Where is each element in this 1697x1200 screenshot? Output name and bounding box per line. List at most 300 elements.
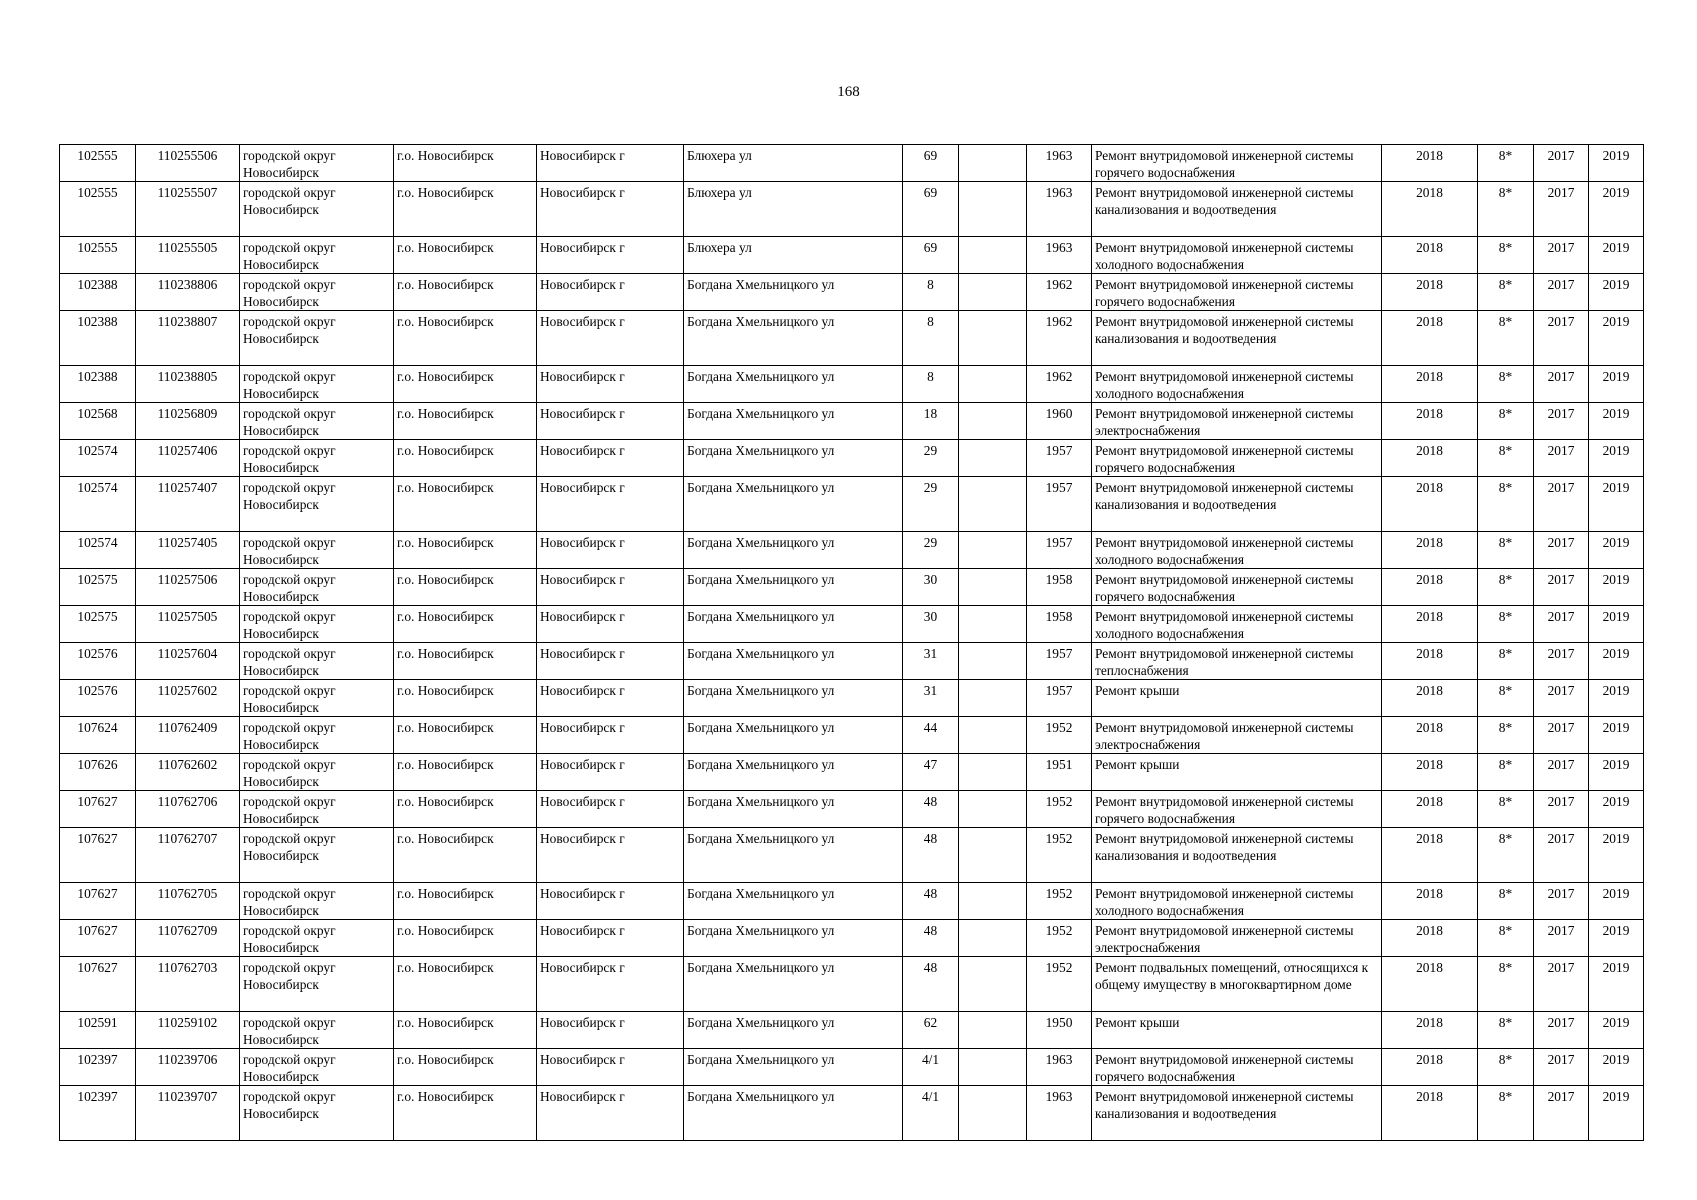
building-cell xyxy=(959,1012,1027,1049)
plan-year-cell: 2018 xyxy=(1382,532,1478,569)
priority-cell: 8* xyxy=(1478,182,1534,237)
building-cell xyxy=(959,569,1027,606)
street-cell: Богдана Хмельницкого ул xyxy=(684,957,903,1012)
priority-cell: 8* xyxy=(1478,920,1534,957)
house-id-cell: 102555 xyxy=(60,145,136,182)
building-cell xyxy=(959,274,1027,311)
period-end-cell: 2019 xyxy=(1589,883,1644,920)
priority-cell: 8* xyxy=(1478,145,1534,182)
work-type-cell: Ремонт внутридомовой инженерной системы горячего водоснабжения xyxy=(1092,791,1382,828)
district-cell: г.о. Новосибирск xyxy=(394,643,537,680)
table-row xyxy=(60,366,1644,403)
building-cell xyxy=(959,606,1027,643)
period-end-cell: 2019 xyxy=(1589,957,1644,1012)
municipality-cell: городской округ Новосибирск xyxy=(240,920,394,957)
plan-year-cell: 2018 xyxy=(1382,569,1478,606)
period-start-cell: 2017 xyxy=(1534,569,1589,606)
plan-year-cell: 2018 xyxy=(1382,643,1478,680)
settlement-cell: Новосибирск г xyxy=(537,1086,684,1141)
period-start-cell: 2017 xyxy=(1534,145,1589,182)
priority-cell: 8* xyxy=(1478,1012,1534,1049)
table-row xyxy=(60,274,1644,311)
building-cell xyxy=(959,883,1027,920)
street-cell: Богдана Хмельницкого ул xyxy=(684,680,903,717)
district-cell: г.о. Новосибирск xyxy=(394,145,537,182)
building-cell xyxy=(959,717,1027,754)
house-id-cell: 102591 xyxy=(60,1012,136,1049)
building-cell xyxy=(959,477,1027,532)
year-built-cell: 1957 xyxy=(1027,440,1092,477)
plan-year-cell: 2018 xyxy=(1382,366,1478,403)
priority-cell: 8* xyxy=(1478,643,1534,680)
house-number-cell: 29 xyxy=(903,477,959,532)
municipality-cell: городской округ Новосибирск xyxy=(240,366,394,403)
plan-year-cell: 2018 xyxy=(1382,754,1478,791)
period-start-cell: 2017 xyxy=(1534,717,1589,754)
settlement-cell: Новосибирск г xyxy=(537,643,684,680)
street-cell: Богдана Хмельницкого ул xyxy=(684,643,903,680)
period-start-cell: 2017 xyxy=(1534,403,1589,440)
table-row xyxy=(60,643,1644,680)
table-body xyxy=(60,145,1644,1141)
house-number-cell: 4/1 xyxy=(903,1049,959,1086)
table-row xyxy=(60,440,1644,477)
plan-year-cell: 2018 xyxy=(1382,717,1478,754)
plan-year-cell: 2018 xyxy=(1382,883,1478,920)
street-cell: Богдана Хмельницкого ул xyxy=(684,606,903,643)
street-cell: Богдана Хмельницкого ул xyxy=(684,1012,903,1049)
house-id-cell: 102576 xyxy=(60,643,136,680)
work-type-cell: Ремонт внутридомовой инженерной системы канализования и водоотведения xyxy=(1092,311,1382,366)
work-type-cell: Ремонт внутридомовой инженерной системы канализования и водоотведения xyxy=(1092,477,1382,532)
district-cell: г.о. Новосибирск xyxy=(394,274,537,311)
building-cell xyxy=(959,754,1027,791)
year-built-cell: 1963 xyxy=(1027,1049,1092,1086)
plan-year-cell: 2018 xyxy=(1382,182,1478,237)
period-end-cell: 2019 xyxy=(1589,311,1644,366)
priority-cell: 8* xyxy=(1478,237,1534,274)
period-start-cell: 2017 xyxy=(1534,311,1589,366)
settlement-cell: Новосибирск г xyxy=(537,477,684,532)
period-start-cell: 2017 xyxy=(1534,1086,1589,1141)
work-type-cell: Ремонт крыши xyxy=(1092,680,1382,717)
object-id-cell: 110257406 xyxy=(136,440,240,477)
year-built-cell: 1962 xyxy=(1027,366,1092,403)
period-start-cell: 2017 xyxy=(1534,477,1589,532)
house-number-cell: 48 xyxy=(903,791,959,828)
district-cell: г.о. Новосибирск xyxy=(394,1049,537,1086)
plan-year-cell: 2018 xyxy=(1382,828,1478,883)
building-cell xyxy=(959,957,1027,1012)
district-cell: г.о. Новосибирск xyxy=(394,182,537,237)
street-cell: Богдана Хмельницкого ул xyxy=(684,717,903,754)
house-id-cell: 102574 xyxy=(60,477,136,532)
period-end-cell: 2019 xyxy=(1589,477,1644,532)
plan-year-cell: 2018 xyxy=(1382,680,1478,717)
work-type-cell: Ремонт внутридомовой инженерной системы канализования и водоотведения xyxy=(1092,1086,1382,1141)
plan-year-cell: 2018 xyxy=(1382,957,1478,1012)
district-cell: г.о. Новосибирск xyxy=(394,532,537,569)
period-end-cell: 2019 xyxy=(1589,717,1644,754)
house-number-cell: 69 xyxy=(903,237,959,274)
municipality-cell: городской округ Новосибирск xyxy=(240,311,394,366)
object-id-cell: 110239706 xyxy=(136,1049,240,1086)
priority-cell: 8* xyxy=(1478,569,1534,606)
object-id-cell: 110257506 xyxy=(136,569,240,606)
period-end-cell: 2019 xyxy=(1589,440,1644,477)
municipality-cell: городской округ Новосибирск xyxy=(240,957,394,1012)
building-cell xyxy=(959,440,1027,477)
period-start-cell: 2017 xyxy=(1534,957,1589,1012)
priority-cell: 8* xyxy=(1478,403,1534,440)
period-end-cell: 2019 xyxy=(1589,366,1644,403)
house-number-cell: 31 xyxy=(903,643,959,680)
table-row xyxy=(60,680,1644,717)
priority-cell: 8* xyxy=(1478,883,1534,920)
street-cell: Богдана Хмельницкого ул xyxy=(684,403,903,440)
page-number: 168 xyxy=(837,84,860,100)
settlement-cell: Новосибирск г xyxy=(537,1049,684,1086)
house-number-cell: 8 xyxy=(903,311,959,366)
work-type-cell: Ремонт внутридомовой инженерной системы холодного водоснабжения xyxy=(1092,237,1382,274)
work-type-cell: Ремонт внутридомовой инженерной системы холодного водоснабжения xyxy=(1092,532,1382,569)
municipality-cell: городской округ Новосибирск xyxy=(240,477,394,532)
building-cell xyxy=(959,1049,1027,1086)
municipality-cell: городской округ Новосибирск xyxy=(240,791,394,828)
house-number-cell: 4/1 xyxy=(903,1086,959,1141)
work-type-cell: Ремонт внутридомовой инженерной системы канализования и водоотведения xyxy=(1092,828,1382,883)
year-built-cell: 1958 xyxy=(1027,606,1092,643)
table-row xyxy=(60,754,1644,791)
district-cell: г.о. Новосибирск xyxy=(394,957,537,1012)
table-row xyxy=(60,791,1644,828)
work-type-cell: Ремонт внутридомовой инженерной системы холодного водоснабжения xyxy=(1092,606,1382,643)
building-cell xyxy=(959,182,1027,237)
work-type-cell: Ремонт внутридомовой инженерной системы горячего водоснабжения xyxy=(1092,440,1382,477)
house-id-cell: 102568 xyxy=(60,403,136,440)
settlement-cell: Новосибирск г xyxy=(537,237,684,274)
house-id-cell: 107624 xyxy=(60,717,136,754)
district-cell: г.о. Новосибирск xyxy=(394,477,537,532)
work-type-cell: Ремонт внутридомовой инженерной системы электроснабжения xyxy=(1092,920,1382,957)
settlement-cell: Новосибирск г xyxy=(537,532,684,569)
district-cell: г.о. Новосибирск xyxy=(394,754,537,791)
street-cell: Богдана Хмельницкого ул xyxy=(684,311,903,366)
house-id-cell: 102388 xyxy=(60,366,136,403)
plan-year-cell: 2018 xyxy=(1382,477,1478,532)
settlement-cell: Новосибирск г xyxy=(537,182,684,237)
house-number-cell: 48 xyxy=(903,920,959,957)
district-cell: г.о. Новосибирск xyxy=(394,403,537,440)
priority-cell: 8* xyxy=(1478,311,1534,366)
municipality-cell: городской округ Новосибирск xyxy=(240,828,394,883)
year-built-cell: 1952 xyxy=(1027,957,1092,1012)
settlement-cell: Новосибирск г xyxy=(537,274,684,311)
priority-cell: 8* xyxy=(1478,366,1534,403)
house-number-cell: 29 xyxy=(903,440,959,477)
object-id-cell: 110762703 xyxy=(136,957,240,1012)
municipality-cell: городской округ Новосибирск xyxy=(240,237,394,274)
settlement-cell: Новосибирск г xyxy=(537,754,684,791)
house-number-cell: 69 xyxy=(903,145,959,182)
year-built-cell: 1952 xyxy=(1027,828,1092,883)
work-type-cell: Ремонт внутридомовой инженерной системы горячего водоснабжения xyxy=(1092,145,1382,182)
street-cell: Богдана Хмельницкого ул xyxy=(684,791,903,828)
settlement-cell: Новосибирск г xyxy=(537,828,684,883)
municipality-cell: городской округ Новосибирск xyxy=(240,883,394,920)
building-cell xyxy=(959,791,1027,828)
street-cell: Богдана Хмельницкого ул xyxy=(684,754,903,791)
district-cell: г.о. Новосибирск xyxy=(394,920,537,957)
settlement-cell: Новосибирск г xyxy=(537,569,684,606)
house-number-cell: 30 xyxy=(903,606,959,643)
work-type-cell: Ремонт внутридомовой инженерной системы теплоснабжения xyxy=(1092,643,1382,680)
street-cell: Богдана Хмельницкого ул xyxy=(684,1086,903,1141)
settlement-cell: Новосибирск г xyxy=(537,606,684,643)
settlement-cell: Новосибирск г xyxy=(537,883,684,920)
object-id-cell: 110257405 xyxy=(136,532,240,569)
building-cell xyxy=(959,1086,1027,1141)
settlement-cell: Новосибирск г xyxy=(537,957,684,1012)
period-start-cell: 2017 xyxy=(1534,274,1589,311)
work-type-cell: Ремонт внутридомовой инженерной системы горячего водоснабжения xyxy=(1092,569,1382,606)
table-row xyxy=(60,957,1644,1012)
settlement-cell: Новосибирск г xyxy=(537,920,684,957)
house-id-cell: 102397 xyxy=(60,1086,136,1141)
table-row xyxy=(60,920,1644,957)
district-cell: г.о. Новосибирск xyxy=(394,237,537,274)
district-cell: г.о. Новосибирск xyxy=(394,366,537,403)
period-start-cell: 2017 xyxy=(1534,606,1589,643)
building-cell xyxy=(959,680,1027,717)
building-cell xyxy=(959,920,1027,957)
settlement-cell: Новосибирск г xyxy=(537,791,684,828)
object-id-cell: 110762705 xyxy=(136,883,240,920)
street-cell: Блюхера ул xyxy=(684,237,903,274)
house-number-cell: 69 xyxy=(903,182,959,237)
house-id-cell: 102388 xyxy=(60,274,136,311)
object-id-cell: 110762707 xyxy=(136,828,240,883)
district-cell: г.о. Новосибирск xyxy=(394,680,537,717)
house-number-cell: 8 xyxy=(903,366,959,403)
table-row xyxy=(60,717,1644,754)
object-id-cell: 110762706 xyxy=(136,791,240,828)
plan-year-cell: 2018 xyxy=(1382,1086,1478,1141)
object-id-cell: 110257407 xyxy=(136,477,240,532)
municipality-cell: городской округ Новосибирск xyxy=(240,532,394,569)
object-id-cell: 110257602 xyxy=(136,680,240,717)
settlement-cell: Новосибирск г xyxy=(537,311,684,366)
period-end-cell: 2019 xyxy=(1589,1049,1644,1086)
district-cell: г.о. Новосибирск xyxy=(394,569,537,606)
year-built-cell: 1957 xyxy=(1027,643,1092,680)
house-id-cell: 102397 xyxy=(60,1049,136,1086)
building-cell xyxy=(959,366,1027,403)
period-end-cell: 2019 xyxy=(1589,237,1644,274)
municipality-cell: городской округ Новосибирск xyxy=(240,1012,394,1049)
building-cell xyxy=(959,643,1027,680)
plan-year-cell: 2018 xyxy=(1382,1049,1478,1086)
house-number-cell: 29 xyxy=(903,532,959,569)
house-number-cell: 44 xyxy=(903,717,959,754)
object-id-cell: 110259102 xyxy=(136,1012,240,1049)
object-id-cell: 110255506 xyxy=(136,145,240,182)
priority-cell: 8* xyxy=(1478,828,1534,883)
house-id-cell: 102575 xyxy=(60,569,136,606)
object-id-cell: 110762409 xyxy=(136,717,240,754)
district-cell: г.о. Новосибирск xyxy=(394,883,537,920)
house-id-cell: 107626 xyxy=(60,754,136,791)
table-row xyxy=(60,532,1644,569)
period-start-cell: 2017 xyxy=(1534,237,1589,274)
district-cell: г.о. Новосибирск xyxy=(394,1086,537,1141)
work-type-cell: Ремонт внутридомовой инженерной системы электроснабжения xyxy=(1092,717,1382,754)
table-row xyxy=(60,311,1644,366)
plan-year-cell: 2018 xyxy=(1382,274,1478,311)
municipality-cell: городской округ Новосибирск xyxy=(240,145,394,182)
street-cell: Богдана Хмельницкого ул xyxy=(684,1049,903,1086)
year-built-cell: 1963 xyxy=(1027,182,1092,237)
district-cell: г.о. Новосибирск xyxy=(394,717,537,754)
year-built-cell: 1957 xyxy=(1027,477,1092,532)
period-end-cell: 2019 xyxy=(1589,754,1644,791)
street-cell: Богдана Хмельницкого ул xyxy=(684,274,903,311)
work-type-cell: Ремонт внутридомовой инженерной системы холодного водоснабжения xyxy=(1092,883,1382,920)
object-id-cell: 110238807 xyxy=(136,311,240,366)
object-id-cell: 110255507 xyxy=(136,182,240,237)
object-id-cell: 110239707 xyxy=(136,1086,240,1141)
house-number-cell: 48 xyxy=(903,957,959,1012)
period-end-cell: 2019 xyxy=(1589,828,1644,883)
district-cell: г.о. Новосибирск xyxy=(394,440,537,477)
period-start-cell: 2017 xyxy=(1534,366,1589,403)
house-number-cell: 31 xyxy=(903,680,959,717)
year-built-cell: 1962 xyxy=(1027,274,1092,311)
year-built-cell: 1952 xyxy=(1027,717,1092,754)
plan-year-cell: 2018 xyxy=(1382,1012,1478,1049)
year-built-cell: 1958 xyxy=(1027,569,1092,606)
period-start-cell: 2017 xyxy=(1534,1012,1589,1049)
period-end-cell: 2019 xyxy=(1589,680,1644,717)
settlement-cell: Новосибирск г xyxy=(537,680,684,717)
object-id-cell: 110238806 xyxy=(136,274,240,311)
house-id-cell: 107627 xyxy=(60,791,136,828)
table-row xyxy=(60,1012,1644,1049)
municipality-cell: городской округ Новосибирск xyxy=(240,754,394,791)
period-start-cell: 2017 xyxy=(1534,791,1589,828)
house-number-cell: 62 xyxy=(903,1012,959,1049)
house-number-cell: 47 xyxy=(903,754,959,791)
year-built-cell: 1957 xyxy=(1027,680,1092,717)
period-start-cell: 2017 xyxy=(1534,643,1589,680)
work-type-cell: Ремонт подвальных помещений, относящихся к общему имуществу в многоквартирном доме xyxy=(1092,957,1382,1012)
municipality-cell: городской округ Новосибирск xyxy=(240,1049,394,1086)
table-row xyxy=(60,237,1644,274)
municipality-cell: городской округ Новосибирск xyxy=(240,606,394,643)
table-row xyxy=(60,182,1644,237)
priority-cell: 8* xyxy=(1478,957,1534,1012)
table-row xyxy=(60,145,1644,182)
period-end-cell: 2019 xyxy=(1589,1086,1644,1141)
period-end-cell: 2019 xyxy=(1589,569,1644,606)
municipality-cell: городской округ Новосибирск xyxy=(240,274,394,311)
house-number-cell: 48 xyxy=(903,883,959,920)
priority-cell: 8* xyxy=(1478,680,1534,717)
municipality-cell: городской округ Новосибирск xyxy=(240,717,394,754)
period-start-cell: 2017 xyxy=(1534,532,1589,569)
year-built-cell: 1962 xyxy=(1027,311,1092,366)
work-type-cell: Ремонт внутридомовой инженерной системы канализования и водоотведения xyxy=(1092,182,1382,237)
table-row xyxy=(60,477,1644,532)
year-built-cell: 1950 xyxy=(1027,1012,1092,1049)
period-end-cell: 2019 xyxy=(1589,920,1644,957)
period-start-cell: 2017 xyxy=(1534,754,1589,791)
house-id-cell: 102555 xyxy=(60,237,136,274)
settlement-cell: Новосибирск г xyxy=(537,1012,684,1049)
settlement-cell: Новосибирск г xyxy=(537,366,684,403)
object-id-cell: 110257604 xyxy=(136,643,240,680)
table-row xyxy=(60,828,1644,883)
house-id-cell: 107627 xyxy=(60,828,136,883)
year-built-cell: 1952 xyxy=(1027,791,1092,828)
house-id-cell: 102574 xyxy=(60,440,136,477)
plan-year-cell: 2018 xyxy=(1382,145,1478,182)
street-cell: Богдана Хмельницкого ул xyxy=(684,828,903,883)
year-built-cell: 1951 xyxy=(1027,754,1092,791)
house-number-cell: 8 xyxy=(903,274,959,311)
period-start-cell: 2017 xyxy=(1534,883,1589,920)
house-id-cell: 102576 xyxy=(60,680,136,717)
period-end-cell: 2019 xyxy=(1589,532,1644,569)
year-built-cell: 1963 xyxy=(1027,237,1092,274)
priority-cell: 8* xyxy=(1478,274,1534,311)
period-start-cell: 2017 xyxy=(1534,182,1589,237)
object-id-cell: 110762709 xyxy=(136,920,240,957)
work-type-cell: Ремонт внутридомовой инженерной системы электроснабжения xyxy=(1092,403,1382,440)
building-cell xyxy=(959,311,1027,366)
period-end-cell: 2019 xyxy=(1589,403,1644,440)
house-id-cell: 107627 xyxy=(60,957,136,1012)
plan-year-cell: 2018 xyxy=(1382,237,1478,274)
house-id-cell: 102388 xyxy=(60,311,136,366)
year-built-cell: 1963 xyxy=(1027,1086,1092,1141)
plan-year-cell: 2018 xyxy=(1382,440,1478,477)
year-built-cell: 1952 xyxy=(1027,883,1092,920)
building-cell xyxy=(959,237,1027,274)
period-end-cell: 2019 xyxy=(1589,145,1644,182)
municipality-cell: городской округ Новосибирск xyxy=(240,403,394,440)
settlement-cell: Новосибирск г xyxy=(537,145,684,182)
street-cell: Богдана Хмельницкого ул xyxy=(684,440,903,477)
house-id-cell: 107627 xyxy=(60,883,136,920)
year-built-cell: 1960 xyxy=(1027,403,1092,440)
street-cell: Блюхера ул xyxy=(684,145,903,182)
house-number-cell: 18 xyxy=(903,403,959,440)
municipality-cell: городской округ Новосибирск xyxy=(240,569,394,606)
district-cell: г.о. Новосибирск xyxy=(394,791,537,828)
priority-cell: 8* xyxy=(1478,606,1534,643)
priority-cell: 8* xyxy=(1478,1086,1534,1141)
priority-cell: 8* xyxy=(1478,440,1534,477)
building-cell xyxy=(959,403,1027,440)
work-type-cell: Ремонт внутридомовой инженерной системы горячего водоснабжения xyxy=(1092,1049,1382,1086)
period-end-cell: 2019 xyxy=(1589,791,1644,828)
house-id-cell: 107627 xyxy=(60,920,136,957)
street-cell: Богдана Хмельницкого ул xyxy=(684,920,903,957)
district-cell: г.о. Новосибирск xyxy=(394,311,537,366)
table-row xyxy=(60,606,1644,643)
house-id-cell: 102555 xyxy=(60,182,136,237)
